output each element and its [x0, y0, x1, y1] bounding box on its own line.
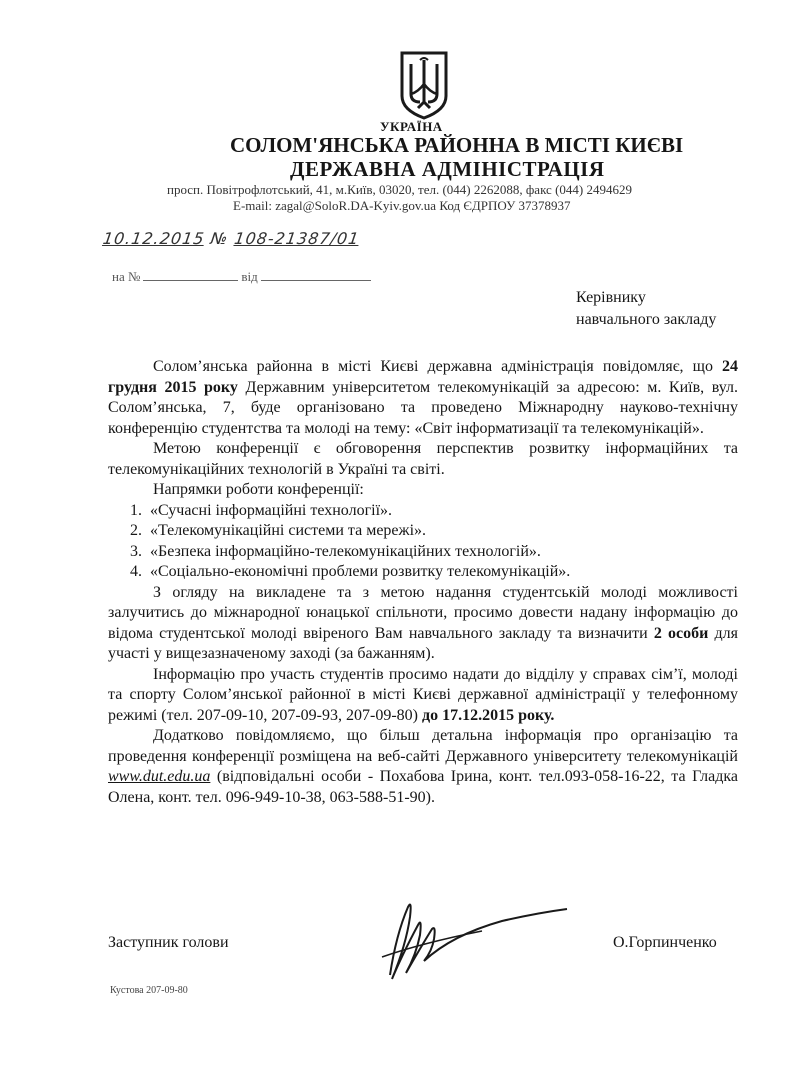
deadline-date: до 17.12.2015 року. — [422, 706, 555, 724]
organization-name-line1: СОЛОМ'ЯНСЬКА РАЙОННА В МІСТІ КИЄВІ — [230, 133, 684, 157]
paragraph-additional-info — [108, 726, 738, 808]
website-link[interactable]: www.dut.edu.ua — [108, 768, 211, 785]
participant-count: 2 особи — [653, 624, 709, 642]
organization-name-line2: ДЕРЖАВНА АДМІНІСТРАЦІЯ — [290, 157, 605, 181]
registration-line — [102, 229, 361, 248]
letter-body — [108, 357, 738, 808]
direction-item: 2. «Телекомунікаційні системи та мережі». — [146, 521, 738, 542]
paragraph-announcement-text-b: Державним університетом телекомунікацій за адресою: м. Київ, вул. Солом’янська, 7, буде організовано та проведено Міжнародну науково-технічну конференцію студентства та молоді на тему: «Світ інформатизації та телекомунікацій». — [108, 378, 738, 437]
paragraph-purpose: Метою конференції є обговорення перспектив розвитку інформаційних та телекомунікаційних технологій в Україні та світі. — [108, 440, 738, 478]
reference-line — [112, 269, 371, 285]
directions-list — [108, 501, 738, 583]
recipient-line2: навчального закладу — [576, 311, 717, 328]
registration-date: 10.12.2015 — [101, 229, 206, 248]
paragraph-additional-text-a: Додатково повідомляємо, що більш детальна інформація про організацію та проведення конференції розміщена на веб-сайті Державного університету телекомунікацій — [108, 727, 738, 765]
paragraph-request — [108, 583, 738, 665]
paragraph-directions-heading: Напрямки роботи конференції: — [153, 481, 364, 498]
direction-item: 4. «Соціально-економічні проблеми розвитку телекомунікацій». — [146, 562, 738, 583]
recipient-line1: Керівнику — [576, 289, 646, 306]
reference-na-label: на № — [112, 269, 141, 284]
reference-number-blank — [143, 280, 238, 281]
paragraph-contact-text: Інформацію про участь студентів просимо надати до відділу у справах сім’ї, молоді та спорту Солом’янської районної в місті Києві державної адміністрації у телефонному режимі (тел. 207-09-10, 207-09-93, 207-09-80) — [108, 665, 738, 724]
executor-note: Кустова 207-09-80 — [110, 985, 188, 996]
conference-date: 24 грудня 2015 року — [108, 358, 738, 396]
reference-vid-label: від — [241, 269, 258, 284]
reference-date-blank — [261, 280, 371, 281]
trident-emblem-icon — [398, 50, 450, 120]
direction-item: 3. «Безпека інформаційно-телекомунікаційних технологій». — [146, 542, 738, 563]
direction-item: 1. «Сучасні інформаційні технології». — [146, 501, 738, 522]
signatory-title: Заступник голови — [108, 934, 229, 951]
organization-email: E-mail: zagal@SoloR.DA-Kyiv.gov.ua Код ЄДРПОУ 37378937 — [233, 198, 571, 213]
paragraph-additional-text-b: (відповідальні особи - Похабова Ірина, конт. тел.093-058-16-22, та Гладка Олена, конт. тел. 096-949-10-38, 063-588-51-90). — [108, 768, 738, 806]
paragraph-announcement-text-a: Солом’янська районна в місті Києві державна адміністрація повідомляє, що — [153, 358, 722, 375]
country-heading: УКРАЇНА — [380, 119, 443, 134]
paragraph-request-text-b: для участі у вищезазначеному заході (за бажанням). — [108, 624, 739, 662]
organization-address: просп. Повітрофлотський, 41, м.Київ, 03020, тел. (044) 2262088, факс (044) 2494629 — [167, 182, 632, 197]
handwritten-signature-icon — [362, 895, 572, 985]
recipient-block — [576, 287, 716, 331]
paragraph-contact — [108, 665, 738, 727]
paragraph-request-text-a: З огляду на викладене та з метою надання студентській молоді можливості залучитись до міжнародної юнацької спільноти, просимо довести надану інформацію до відома студентської молоді ввіреного Вам навчального закладу та визначити — [108, 583, 738, 642]
registration-number: 108-21387/01 — [233, 229, 361, 248]
registration-number-sign: № — [209, 229, 230, 248]
signatory-name: О.Горпинченко — [613, 934, 717, 951]
paragraph-announcement — [108, 357, 738, 439]
